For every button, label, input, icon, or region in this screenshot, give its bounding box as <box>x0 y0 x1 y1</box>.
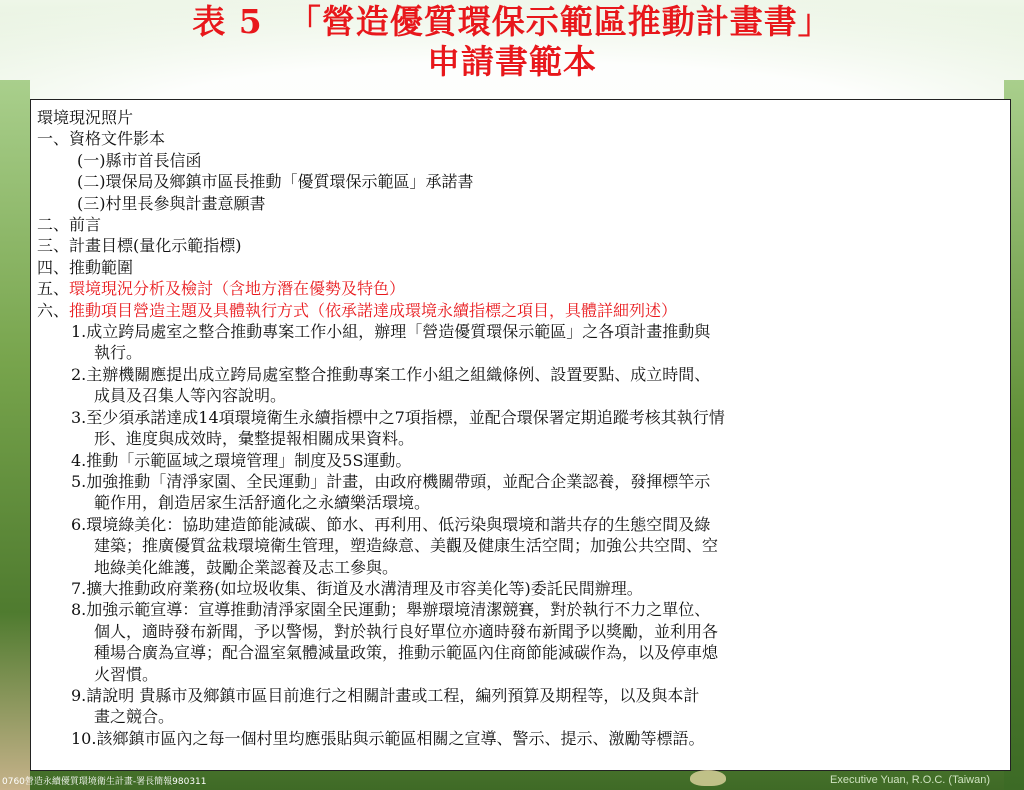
list-item-continuation: 形、進度與成效時，彙整提報相關成果資料。 <box>94 429 415 449</box>
footer-caption: 0760營造永續優質環境衛生計畫-署長簡報980311 <box>2 777 207 787</box>
list-item-number: 9. <box>71 685 87 705</box>
list-item-number: 6. <box>71 514 87 534</box>
section-5 <box>37 278 1010 299</box>
list-item-text: 加強推動「清淨家園、全民運動」計畫，由政府機關帶頭，並配合企業認養，發揮標竿示 <box>86 471 711 491</box>
list-item-continuation: 執行。 <box>94 343 143 363</box>
list-item-text: 加強示範宣導：宣導推動清淨家園全民運動；舉辦環境清潔競賽，對於執行不力之單位、 <box>86 600 711 620</box>
list-item-text: 至少須承諾達成14項環境衛生永續指標中之7項指標，並配合環保署定期追蹤考核其執行情 <box>86 407 725 427</box>
section-1-item: (一)縣市首長信函 <box>77 150 202 170</box>
list-item-number: 4. <box>71 450 87 470</box>
list-item-text: 環境綠美化：協助建造節能減碳、節水、再利用、低污染與環境和諧共存的生態空間及綠 <box>86 514 711 534</box>
list-item-text: 成立跨局處室之整合推動專案工作小組，辦理「營造優質環保示範區」之各項計畫推動與 <box>86 322 711 342</box>
section-1: 一、資格文件影本 <box>37 129 166 149</box>
section-3: 三、計畫目標(量化示範指標) <box>37 236 242 256</box>
list-item-number: 7. <box>71 578 87 598</box>
list-item-continuation: 地綠美化維護，鼓勵企業認養及志工參與。 <box>94 557 399 577</box>
list-item <box>37 450 1010 471</box>
list-item <box>37 578 1010 599</box>
list-item-text: 擴大推動政府業務(如垃圾收集、街道及水溝清理及市容美化等)委託民間辦理。 <box>86 578 643 598</box>
title-line-1: 表 5 「營造優質環保示範區推動計畫書」 <box>192 2 832 41</box>
section-5-prefix: 五、 <box>37 279 70 299</box>
section-6-prefix: 六、 <box>37 300 70 320</box>
numbered-list <box>37 321 1010 749</box>
list-item-number: 2. <box>71 364 87 384</box>
list-item <box>37 364 1010 385</box>
list-item-continuation: 火習慣。 <box>94 664 159 684</box>
list-item <box>37 407 1010 428</box>
list-item-text: 主辦機關應提出成立跨局處室整合推動專案工作小組之組織條例、設置要點、成立時間、 <box>86 364 711 384</box>
list-item <box>37 321 1010 342</box>
list-item-continuation: 畫之競合。 <box>94 707 175 727</box>
page-title <box>0 2 1024 82</box>
list-item-number: 3. <box>71 407 87 427</box>
list-item-continuation: 範作用，創造居家生活舒適化之永續樂活環境。 <box>94 493 431 513</box>
title-line-2: 申請書範本 <box>427 42 597 81</box>
list-item-continuation: 成員及召集人等內容說明。 <box>94 386 287 406</box>
list-item-number: 5. <box>71 471 87 491</box>
section-4: 四、推動範圍 <box>37 257 134 277</box>
list-item <box>37 471 1010 492</box>
list-item-text: 推動「示範區域之環境管理」制度及5S運動。 <box>86 450 412 470</box>
background-left-foliage <box>0 80 30 790</box>
list-item-continuation: 種場合廣為宣導；配合溫室氣體減量政策，推動示範區內住商節能減碳作為，以及停車熄 <box>94 643 719 663</box>
section-1-item: (二)環保局及鄉鎮市區長推動「優質環保示範區」承諾書 <box>77 172 474 192</box>
section-5-text: 環境現況分析及檢討（含地方潛在優勢及特色） <box>69 279 406 299</box>
list-item <box>37 728 1010 749</box>
footer-logo-text: Executive Yuan, R.O.C. (Taiwan) <box>830 774 990 786</box>
section-heading: 環境現況照片 <box>37 108 134 127</box>
section-1-item: (三)村里長參與計畫意願書 <box>77 193 266 213</box>
list-item <box>37 514 1010 535</box>
emblem-icon <box>690 770 726 786</box>
section-6-text: 推動項目營造主題及具體執行方式（依承諾達成環境永續指標之項目，具體詳細列述） <box>69 300 678 320</box>
section-2: 二、前言 <box>37 215 102 235</box>
section-6 <box>37 300 1010 321</box>
content-panel <box>30 99 1011 771</box>
list-item-text: 請說明 貴縣市及鄉鎮市區目前進行之相關計畫或工程，編列預算及期程等，以及與本計 <box>86 685 700 705</box>
list-item-continuation: 個人，適時發布新聞，予以警惕，對於執行良好單位亦適時發布新聞予以獎勵，並利用各 <box>94 621 719 641</box>
list-item-number: 1. <box>71 322 87 342</box>
list-item-continuation: 建築；推廣優質盆栽環境衛生管理，塑造綠意、美觀及健康生活空間；加強公共空間、空 <box>94 536 719 556</box>
list-item-number: 8. <box>71 600 87 620</box>
list-item-number: 10. <box>71 728 97 748</box>
list-item <box>37 599 1010 620</box>
list-item-text: 該鄉鎮市區內之每一個村里均應張貼與示範區相關之宣導、警示、提示、激勵等標語。 <box>96 728 705 748</box>
list-item <box>37 685 1010 706</box>
